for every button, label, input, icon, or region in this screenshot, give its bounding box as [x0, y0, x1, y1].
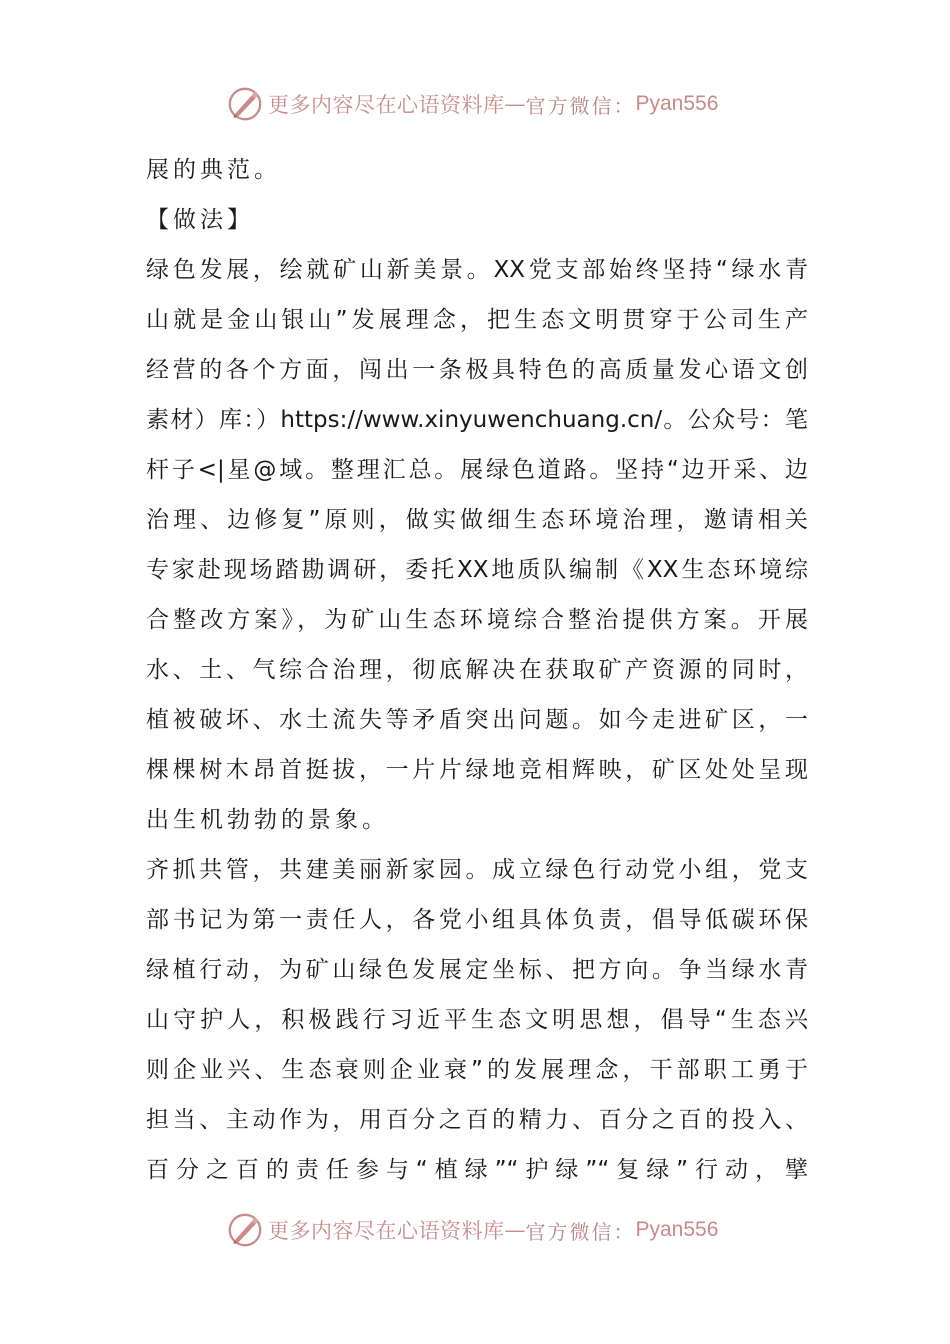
- text-line: 齐抓共管，共建美丽新家园。成立绿色行动党小组，党支: [146, 857, 808, 883]
- document-body: [146, 145, 808, 1195]
- text-line: 经营的各个方面，闯出一条极具特色的高质量发心语文创: [146, 357, 808, 383]
- text-line: 治理、边修复”原则，做实做细生态环境治理，邀请相关: [146, 507, 808, 533]
- text-line: 山守护人，积极践行习近平生态文明思想，倡导“生态兴: [146, 1007, 808, 1033]
- pen-circle-logo-icon: [226, 85, 264, 123]
- watermark-wechat-id: Pyan556: [635, 1218, 719, 1241]
- text-line: 棵棵树木昂首挺拔，一片片绿地竞相辉映，矿区处处呈现: [146, 757, 808, 783]
- watermark-dash: —: [504, 1218, 526, 1242]
- text-line: 绿色发展，绘就矿山新美景。XX党支部始终坚持“绿水青: [146, 257, 808, 283]
- text-line: 专家赴现场踏勘调研，委托XX地质队编制《XX生态环境综: [146, 557, 808, 583]
- text-line: 出生机勃勃的景象。: [146, 807, 389, 833]
- text-line: 植被破坏、水土流失等矛盾突出问题。如今走进矿区，一: [146, 707, 808, 733]
- text-line: 部书记为第一责任人，各党小组具体负责，倡导低碳环保: [146, 907, 808, 933]
- watermark-banner-bottom: [226, 1210, 718, 1250]
- text-line: 则企业兴、生态衰则企业衰”的发展理念，干部职工勇于: [146, 1057, 808, 1083]
- watermark-dash: —: [504, 92, 526, 116]
- text-line: 杆子<|星@域。整理汇总。展绿色道路。坚持“边开采、边: [146, 457, 808, 483]
- text-line: 百分之百的责任参与“植绿”“护绿”“复绿”行动，擘: [146, 1157, 808, 1183]
- text-line: 展的典范。: [146, 157, 281, 183]
- text-line: 【做法】: [146, 207, 254, 233]
- watermark-text: 更多内容尽在心语资料库: [268, 93, 505, 117]
- text-line: 山就是金山银山”发展理念，把生态文明贯穿于公司生产: [146, 307, 808, 333]
- watermark-subtitle: 官方微信：: [525, 93, 636, 118]
- text-line: 水、土、气综合治理，彻底解决在获取矿产资源的同时，: [146, 657, 808, 683]
- pen-circle-logo-icon: [226, 1211, 264, 1249]
- watermark-subtitle: 官方微信：: [525, 1219, 636, 1244]
- watermark-banner-top: [226, 84, 718, 124]
- watermark-wechat-id: Pyan556: [635, 92, 719, 115]
- text-line: 素材）库：）https://www.xinyuwenchuang.cn/。公众号：笔: [146, 407, 808, 433]
- watermark-text: 更多内容尽在心语资料库: [268, 1219, 505, 1243]
- text-line: 绿植行动，为矿山绿色发展定坐标、把方向。争当绿水青: [146, 957, 808, 983]
- text-line: 担当、主动作为，用百分之百的精力、百分之百的投入、: [146, 1107, 808, 1133]
- text-line: 合整改方案》，为矿山生态环境综合整治提供方案。开展: [146, 607, 808, 633]
